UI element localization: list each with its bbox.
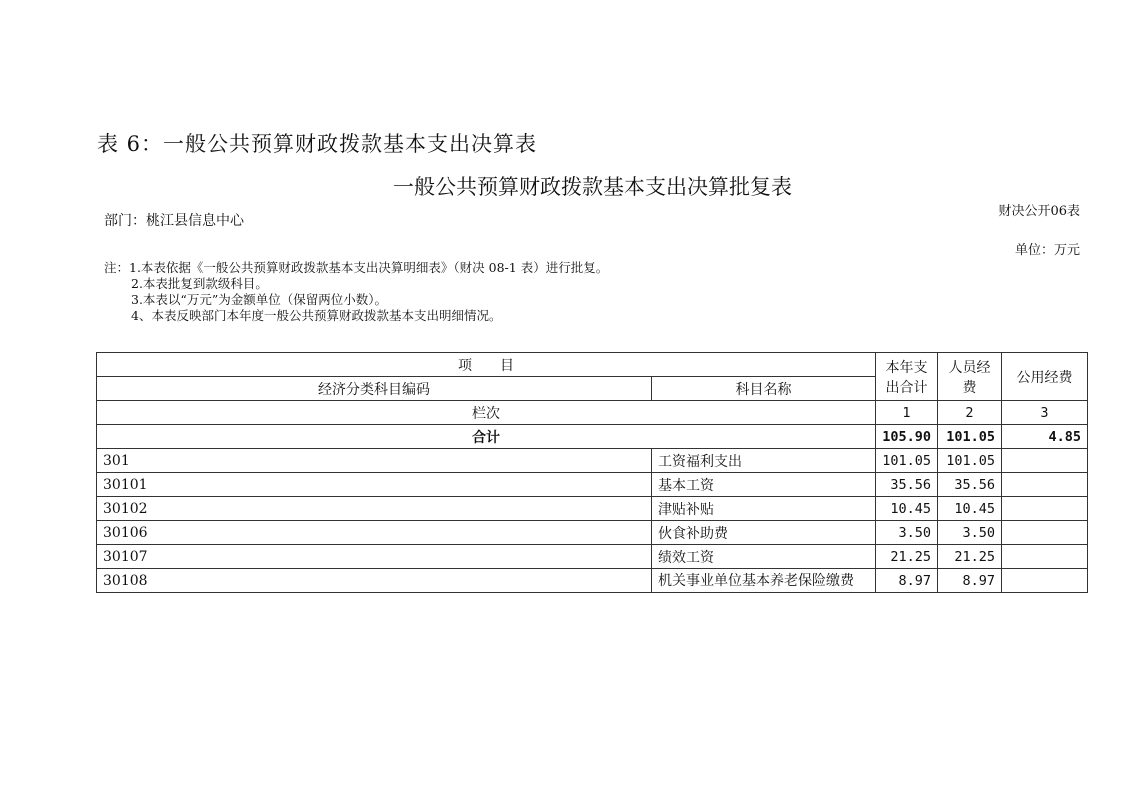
row-total: 35.56 xyxy=(876,473,938,497)
total-label: 合计 xyxy=(97,425,876,449)
total-value-1: 105.90 xyxy=(876,425,938,449)
row-code: 301 xyxy=(97,449,652,473)
total-value-3: 4.85 xyxy=(1002,425,1088,449)
row-name: 工资福利支出 xyxy=(652,449,876,473)
row-code: 30102 xyxy=(97,497,652,521)
row-total: 10.45 xyxy=(876,497,938,521)
total-value-2: 101.05 xyxy=(938,425,1002,449)
index-3: 3 xyxy=(1002,401,1088,425)
note-4: 4、本表反映部门本年度一般公共预算财政拨款基本支出明细情况。 xyxy=(131,308,502,323)
row-total: 8.97 xyxy=(876,569,938,593)
row-total: 101.05 xyxy=(876,449,938,473)
index-1: 1 xyxy=(876,401,938,425)
row-name: 基本工资 xyxy=(652,473,876,497)
note-3: 3.本表以“万元”为金额单位（保留两位小数）。 xyxy=(131,292,387,307)
row-public xyxy=(1002,521,1088,545)
notes xyxy=(104,260,634,324)
note-2: 2.本表批复到款级科目。 xyxy=(131,276,268,291)
department-label: 部门：桃江县信息中心 xyxy=(104,213,244,229)
unit-label: 单位：万元 xyxy=(1014,243,1080,258)
table-row xyxy=(97,545,1088,569)
row-personnel: 21.25 xyxy=(938,545,1002,569)
row-index-label: 栏次 xyxy=(97,401,876,425)
row-personnel: 3.50 xyxy=(938,521,1002,545)
row-code: 30107 xyxy=(97,545,652,569)
table-title: 一般公共预算财政拨款基本支出决算批复表 xyxy=(393,175,792,199)
header-name: 科目名称 xyxy=(652,377,876,401)
header-total: 本年支出合计 xyxy=(876,353,938,401)
row-code: 30106 xyxy=(97,521,652,545)
row-total: 21.25 xyxy=(876,545,938,569)
table-row xyxy=(97,569,1088,593)
row-public xyxy=(1002,545,1088,569)
note-1: 注：1.本表依据《一般公共预算财政拨款基本支出决算明细表》（财决 08-1 表）进行批复。 xyxy=(104,260,609,275)
row-name: 伙食补助费 xyxy=(652,521,876,545)
table-row xyxy=(97,521,1088,545)
row-personnel: 8.97 xyxy=(938,569,1002,593)
row-personnel: 35.56 xyxy=(938,473,1002,497)
row-code: 30101 xyxy=(97,473,652,497)
header-item: 项 目 xyxy=(97,353,876,377)
table-row xyxy=(97,497,1088,521)
row-total: 3.50 xyxy=(876,521,938,545)
header-code: 经济分类科目编码 xyxy=(97,377,652,401)
row-personnel: 101.05 xyxy=(938,449,1002,473)
row-public xyxy=(1002,569,1088,593)
row-public xyxy=(1002,497,1088,521)
row-name: 绩效工资 xyxy=(652,545,876,569)
row-personnel: 10.45 xyxy=(938,497,1002,521)
row-name: 津贴补贴 xyxy=(652,497,876,521)
row-public xyxy=(1002,473,1088,497)
page-heading: 表 6：一般公共预算财政拨款基本支出决算表 xyxy=(97,132,538,156)
index-2: 2 xyxy=(938,401,1002,425)
table-row xyxy=(97,449,1088,473)
expenditure-table xyxy=(96,352,1088,593)
table-row xyxy=(97,473,1088,497)
header-public: 公用经费 xyxy=(1002,353,1088,401)
row-name: 机关事业单位基本养老保险缴费 xyxy=(652,569,876,593)
form-code: 财决公开06表 xyxy=(998,204,1080,219)
row-code: 30108 xyxy=(97,569,652,593)
row-public xyxy=(1002,449,1088,473)
header-personnel: 人员经费 xyxy=(938,353,1002,401)
